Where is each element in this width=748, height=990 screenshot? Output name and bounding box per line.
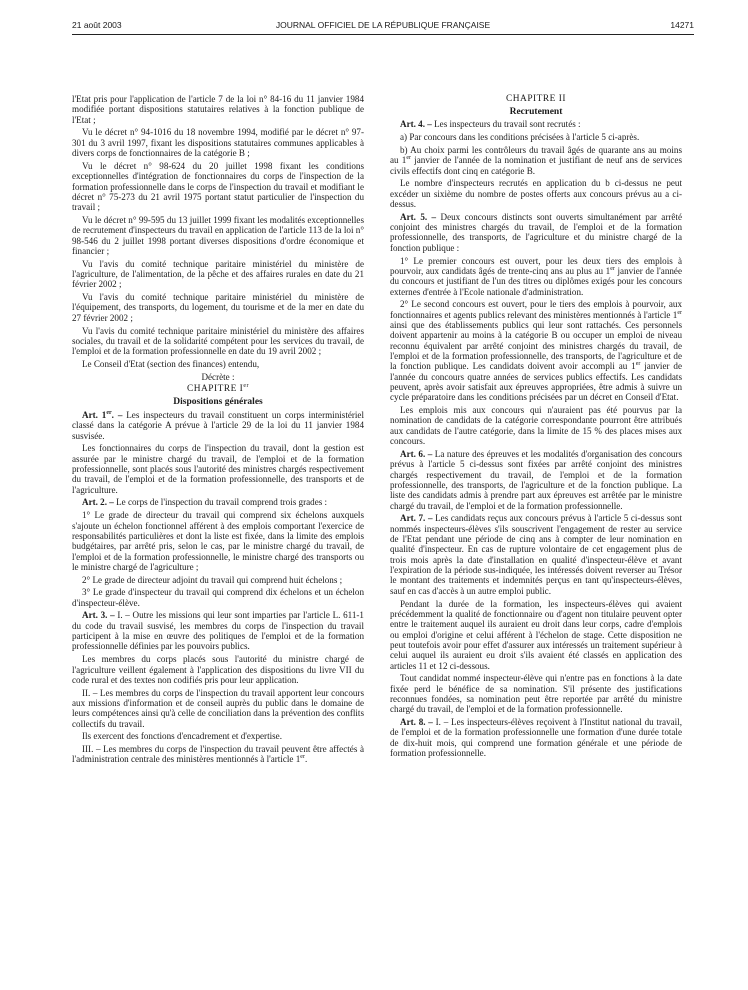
article-4-paragraph-4: Le nombre d'inspecteurs recrutés en application du b ci-dessus ne peut excéder un sixième du nombre de postes offerts aux concours prévus au a ci-dessus. xyxy=(390,178,682,210)
header-journal-title: JOURNAL OFFICIEL DE LA RÉPUBLIQUE FRANÇAISE xyxy=(275,20,491,30)
article-6-text: La nature des épreuves et les modalités d'organisation des concours prévus à l'article 5 ci-dessus sont fixées par arrêté conjoint des ministres chargés respectivement du travail, de l'emploi et de la formation professionnelle, des transports, de l'agriculture et de la fonction publique. La liste des candidats admis à prendre part aux épreuves est arrêtée par le ministre chargé du travail, de l'emploi et de la formation professionnelle. xyxy=(390,448,682,511)
article-5-2-text-2: ainsi que des établissements publics qui leur sont rattachés. Ces personnels doivent appartenir au moins à la catégorie B ou occuper un emploi de niveau reconnu équivalent par arrêté conjoint des ministres chargés du travail, de l'emploi et de la formation professionnelle, des transports, de l'agriculture et de la fonction publique. Les candidats doivent avoir accompli au 1 xyxy=(390,320,682,372)
chapter-2-heading: CHAPITRE II xyxy=(506,94,566,104)
article-3-label: Art. 3. – xyxy=(82,610,115,621)
chapter-1-label: CHAPITRE I xyxy=(187,384,244,395)
article-8-label: Art. 8. – xyxy=(400,717,433,728)
article-5-2-text-3: janvier de l'année du concours quatre années de services publics effectifs. Les candidats peuvent, après avoir satisfait aux épreuves appropriées, être admis à suivre un cycle préparatoire dans les conditions précisées par un décret en Conseil d'Etat. xyxy=(390,361,682,403)
article-4-b-text-1: b) Au choix parmi les contrôleurs du travail âgés de quarante ans au moins au 1 xyxy=(390,144,682,166)
chapter-1-title: Dispositions générales xyxy=(173,397,263,408)
right-column xyxy=(390,94,682,761)
article-3-p5-text: III. – Les membres du corps de l'inspection du travail peuvent être affectés à l'administration centrale des ministères mentionnés à l'article 1 xyxy=(72,744,364,765)
article-6-label: Art. 6. – xyxy=(400,448,433,459)
article-1-dash: . – xyxy=(111,409,123,420)
article-3-paragraph xyxy=(72,610,364,651)
article-5-item-1 xyxy=(390,256,682,297)
header-rule xyxy=(72,34,694,35)
article-8-text: I. – Les inspecteurs-élèves reçoivent à l'Institut national du travail, de l'emploi et de la formation professionnelle une formation d'une durée totale de dix-huit mois, qui comprend une formation générale et une période de formation professionnelle. xyxy=(390,717,682,759)
visa-paragraph: l'Etat pris pour l'application de l'article 7 de la loi n° 84-16 du 11 janvier 1984 modifiée portant dispositions statutaires relatives à la fonction publique de l'Etat ; xyxy=(72,94,364,125)
left-column xyxy=(72,94,364,767)
article-7-paragraph xyxy=(390,513,682,596)
article-8-paragraph xyxy=(390,717,682,758)
article-6-paragraph xyxy=(390,449,682,511)
article-1-label xyxy=(82,410,122,420)
article-5-paragraph-4: Les emplois mis aux concours qui n'auraient pas été pourvus par la nomination de candidats de la catégorie correspondante pourront être attribués aux candidats de l'autre catégorie, dans la limite de 15 % des places mises aux concours. xyxy=(390,405,682,447)
article-3-text: I. – Outre les missions qui leur sont imparties par l'article L. 611-1 du code du travail susvisé, les membres du corps de l'inspection du travail participent à la mise en œuvre des politiques de l'emploi et de la formation professionnelle définies par les pouvoirs publics. xyxy=(72,610,364,652)
article-5-2-sup: er xyxy=(677,309,682,316)
article-1-text: Les inspecteurs du travail constituent un corps interministériel classé dans la catégorie A prévue à l'article 29 de la loi du 11 janvier 1984 susvisée. xyxy=(72,409,365,441)
article-3-p5-sup: er xyxy=(300,754,305,761)
article-3-p5-end: . xyxy=(304,754,308,765)
article-2-item-1: 1° Le grade de directeur du travail qui comprend six échelons auxquels s'ajoute un échelon fonctionnel afférent à des emplois comportant l'exercice de responsabilités particulières et dont la liste est fixée, dans la limite des emplois budgétaires, par arrêté pris, selon le cas, par le ministre chargé du travail, de l'emploi et de la formation professionnelle, le ministre chargé des transports ou le ministre chargé de l'agriculture ; xyxy=(72,510,364,572)
article-3-paragraph-4: Ils exercent des fonctions d'encadrement et d'expertise. xyxy=(82,731,282,742)
article-5-label: Art. 5. – xyxy=(400,211,437,222)
article-5-2-sup-2: er xyxy=(635,361,641,368)
visa-paragraph: Vu l'avis du comité technique paritaire ministériel du ministère de l'agriculture, de l'alimentation, de la pêche et des affaires rurales en date du 21 février 2002 ; xyxy=(72,258,364,290)
article-4-label: Art. 4. – xyxy=(400,119,432,130)
conseil-paragraph: Le Conseil d'Etat (section des finances) entendu, xyxy=(82,358,260,369)
article-1-paragraph-2: Les fonctionnaires du corps de l'inspection du travail, dont la gestion est assurée par le ministre chargé du travail, de l'emploi et de la formation professionnelle, sont placés sous l'autorité des ministres chargés respectivement du travail, de l'emploi et de la formation professionnelle, des transports et de l'agriculture. xyxy=(72,443,364,495)
article-2-item-2: 2° Le grade de directeur adjoint du travail qui comprend huit échelons ; xyxy=(82,574,343,585)
article-7-paragraph-3: Tout candidat nommé inspecteur-élève qui n'entre pas en fonctions à la date fixée perd le bénéfice de sa nomination. S'il présente des justifications reconnues fondées, sa nomination peut être reportée par arrêté du ministre chargé du travail, de l'emploi et de la formation professionnelle. xyxy=(390,673,682,715)
article-3-paragraph-3: II. – Les membres du corps de l'inspection du travail apportent leur concours aux missions d'information et de conseil auprès du public dans le domaine de leurs compétences ainsi qu'à celle de conciliation dans la prévention des conflits collectifs du travail. xyxy=(72,687,364,729)
header-date: 21 août 2003 xyxy=(72,20,122,30)
article-5-item-2 xyxy=(390,299,682,402)
article-1-paragraph xyxy=(72,410,364,441)
article-1-label-text: Art. 1 xyxy=(82,409,107,420)
decrete-heading: Décrète : xyxy=(201,371,235,382)
article-4-b-sup: er xyxy=(406,155,412,162)
article-5-text: Deux concours distincts sont ouverts simultanément par arrêté conjoint des ministres chargés du travail, de l'emploi et de la formation professionnelle, des transports, de l'agriculture et du ministre chargé de la fonction publique : xyxy=(390,211,682,253)
visa-paragraph: Vu le décret n° 99-595 du 13 juillet 1999 fixant les modalités exceptionnelles de recrutement d'inspecteurs du travail en application de l'article 113 de la loi n° 98-546 du 2 juillet 1998 portant diverses dispositions d'ordre économique et financier ; xyxy=(72,214,364,256)
article-5-1-text-1: 1° Le premier concours est ouvert, pour les deux tiers des emplois à pourvoir, aux candidats âgés de trente-cinq ans au plus au 1 xyxy=(390,255,682,276)
article-3-paragraph-2: Les membres du corps placés sous l'autorité du ministre chargé de l'agriculture veillent également à l'application des dispositions du livre VII du code rural et des textes non codifiés pris pour leur application. xyxy=(72,654,364,685)
article-3-paragraph-5 xyxy=(72,744,364,765)
article-2-paragraph xyxy=(72,497,364,507)
visa-paragraph: Vu le décret n° 94-1016 du 18 novembre 1994, modifié par le décret n° 97-301 du 3 avril 1997, fixant les dispositions statutaires communes applicables à divers corps de fonctionnaires de la catégorie B ; xyxy=(72,127,364,159)
article-4-text: Les inspecteurs du travail sont recrutés : xyxy=(431,119,581,130)
article-4-item-a: a) Par concours dans les conditions précisées à l'article 5 ci-après. xyxy=(400,132,640,143)
article-4-b-text-2: janvier de l'année de la nomination et justifiant de neuf ans de services civils effectifs dont cinq en catégorie B. xyxy=(390,155,683,176)
visa-paragraph: Vu l'avis du comité technique paritaire ministériel du ministère des affaires sociales, du travail et de la solidarité compétent pour les services du travail, de l'emploi et de la formation professionnelle en date du 19 avril 2002 ; xyxy=(72,325,364,357)
article-7-paragraph-2: Pendant la durée de la formation, les inspecteurs-élèves qui avaient précédemment la qualité de fonctionnaire ou d'agent non titulaire peuvent opter entre le traitement auquel ils auraient eu droit dans leur corps, cadre d'emplois ou emploi d'origine et celui afférent à l'échelon de stage. Cette disposition ne peut toutefois avoir pour effet d'assurer aux intéressés un traitement supérieur à celui auquel ils auraient eu droit s'ils avaient été classés en application des articles 11 et 12 ci-dessous. xyxy=(390,598,682,671)
header-page-number: 14271 xyxy=(670,20,694,30)
chapter-2-title: Recrutement xyxy=(509,106,563,117)
article-1-sup: er xyxy=(106,409,112,416)
article-5-paragraph xyxy=(390,212,682,253)
article-5-2-text-1: 2° Le second concours est ouvert, pour le tiers des emplois à pourvoir, aux fonctionnaires et agents publics relevant des ministères mentionnés à l'article 1 xyxy=(390,299,682,320)
article-4-paragraph xyxy=(390,119,682,129)
page-header xyxy=(72,20,694,34)
visa-paragraph: Vu le décret n° 98-624 du 20 juillet 1998 fixant les conditions exceptionnelles d'intégration de fonctionnaires du corps de l'inspection de la formation professionnelle dans le corps de l'inspection du travail et modifiant le décret n° 75-273 du 21 avril 1975 portant statut particulier de l'inspection du travail ; xyxy=(72,160,364,213)
article-2-text: Le corps de l'inspection du travail comprend trois grades : xyxy=(113,497,328,508)
article-2-item-3: 3° Le grade d'inspecteur du travail qui comprend dix échelons et un échelon d'inspecteur-élève. xyxy=(72,587,364,608)
visa-paragraph: Vu l'avis du comité technique paritaire ministériel du ministère de l'équipement, des transports, du logement, du tourisme et de la mer en date du 27 février 2002 ; xyxy=(72,292,364,323)
article-5-1-text-2: janvier de l'année du concours et justifiant de l'un des titres ou diplômes exigés pour les concours externes d'entrée à l'Ecole nationale d'administration. xyxy=(390,265,682,297)
article-4-item-b xyxy=(390,145,682,176)
article-7-label: Art. 7. – xyxy=(400,513,433,524)
article-7-text: Les candidats reçus aux concours prévus à l'article 5 ci-dessus sont nommés inspecteurs-élèves s'ils souscrivent l'engagement de rester au service de l'Etat pendant une période de cinq ans à compter de leur nomination en qualité d'inspecteur. En cas de rupture volontaire de cet engagement plus de trois mois après la date d'installation en qualité d'inspecteur-élève et avant l'expiration de la période sus-indiquée, les intéressés doivent reverser au Trésor le montant des traitements et indemnités perçus en tant qu'inspecteurs-élèves, sauf en cas d'accès à un autre emploi public. xyxy=(390,513,682,596)
article-5-1-sup: er xyxy=(610,265,615,272)
chapter-1-sup: er xyxy=(243,383,249,390)
article-2-label: Art. 2. – xyxy=(82,497,114,508)
chapter-1-heading xyxy=(72,384,364,394)
